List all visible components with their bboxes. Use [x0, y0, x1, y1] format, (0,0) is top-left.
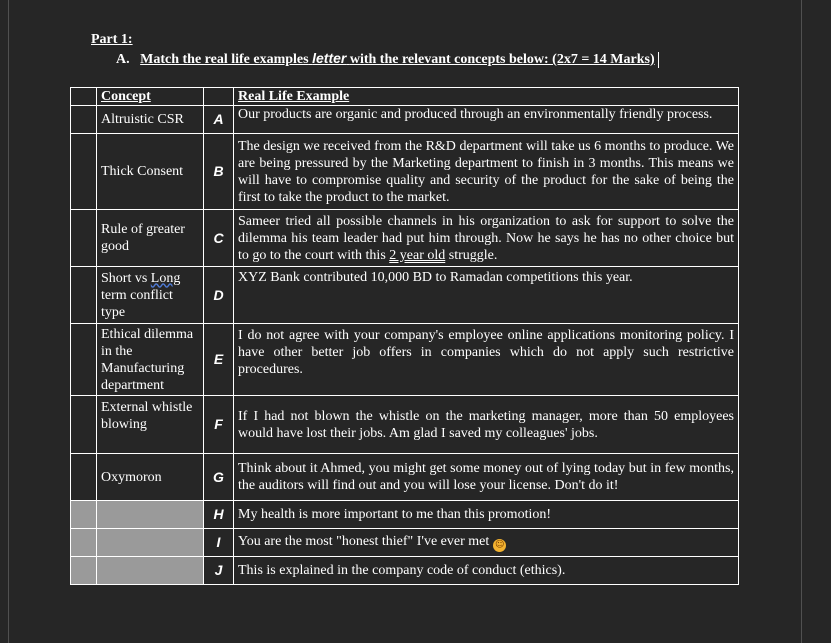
example-cell[interactable]: Sameer tried all possible channels in his organization to ask for support to solve the dilemma his team leader had put him through. Now he says he has no other choice but to go to the court with this 2 year old struggle. — [234, 210, 739, 267]
instruction-prefix: A. — [116, 52, 130, 67]
letter-cell[interactable]: B — [204, 134, 234, 210]
concept-cell[interactable]: External whistle blowing — [97, 396, 204, 454]
example-cell[interactable]: You are the most "honest thief" I've ever met ☺ — [234, 529, 739, 557]
concept-cell[interactable]: Thick Consent — [97, 134, 204, 210]
header-concept[interactable]: Concept — [97, 88, 204, 106]
part-title: Part 1: — [91, 32, 133, 47]
table-cell[interactable] — [71, 88, 97, 106]
letter-cell[interactable]: J — [204, 557, 234, 585]
concept-cell[interactable]: Rule of greater good — [97, 210, 204, 267]
letter-cell[interactable]: E — [204, 324, 234, 396]
letter-cell[interactable]: A — [204, 106, 234, 134]
instruction-part1: Match the real life examples — [140, 52, 309, 67]
example-cell[interactable]: Think about it Ahmed, you might get some money out of lying today but in few months, the auditors will find out and you will lose your license. Don't do it! — [234, 454, 739, 501]
concept-cell[interactable]: Oxymoron — [97, 454, 204, 501]
table-row — [71, 134, 739, 210]
table-row — [71, 529, 739, 557]
table-cell[interactable] — [204, 88, 234, 106]
table-cell[interactable] — [71, 454, 97, 501]
example-cell[interactable]: Our products are organic and produced through an environmentally friendly process. — [234, 106, 739, 134]
shaded-cell[interactable] — [97, 557, 204, 585]
example-cell[interactable]: My health is more important to me than this promotion! — [234, 501, 739, 529]
matching-table — [70, 87, 739, 585]
example-cell[interactable]: XYZ Bank contributed 10,000 BD to Ramadan competitions this year. — [234, 267, 739, 324]
table-row — [71, 557, 739, 585]
example-cell[interactable]: If I had not blown the whistle on the marketing manager, more than 50 employees would have lost their jobs. Am glad I saved my colleagues' jobs. — [234, 396, 739, 454]
letter-cell[interactable]: C — [204, 210, 234, 267]
example-cell[interactable]: This is explained in the company code of conduct (ethics). — [234, 557, 739, 585]
letter-cell[interactable]: D — [204, 267, 234, 324]
shaded-cell[interactable] — [97, 501, 204, 529]
table-row — [71, 267, 739, 324]
instruction-part2: with the relevant concepts below: (2x7 = 14 Marks) — [349, 52, 655, 67]
table-cell[interactable] — [71, 106, 97, 134]
letter-cell[interactable]: I — [204, 529, 234, 557]
shaded-cell[interactable] — [71, 529, 97, 557]
instruction-letter-word: letter — [312, 50, 347, 66]
table-header-row — [71, 88, 739, 106]
table-row — [71, 210, 739, 267]
table-row — [71, 501, 739, 529]
spellcheck-word: Long — [150, 270, 181, 286]
instruction[interactable] — [116, 50, 659, 68]
example-cell[interactable]: The design we received from the R&D department will take us 6 months to produce. We are being pressured by the Marketing department to finish in 3 months. This means we will have to compromise quality and security of the product for the sake of being the first to take the product to the market. — [234, 134, 739, 210]
table-row — [71, 454, 739, 501]
table-cell[interactable] — [71, 267, 97, 324]
table-row — [71, 106, 739, 134]
shaded-cell[interactable] — [97, 529, 204, 557]
header-example[interactable]: Real Life Example — [234, 88, 739, 106]
shaded-cell[interactable] — [71, 557, 97, 585]
concept-cell[interactable]: Short vs Long term conflict type — [97, 267, 204, 324]
table-cell[interactable] — [71, 396, 97, 454]
table-cell[interactable] — [71, 210, 97, 267]
shaded-cell[interactable] — [71, 501, 97, 529]
letter-cell[interactable]: H — [204, 501, 234, 529]
concept-cell[interactable]: Altruistic CSR — [97, 106, 204, 134]
concept-cell[interactable]: Ethical dilemma in the Manufacturing department — [97, 324, 204, 396]
letter-cell[interactable]: G — [204, 454, 234, 501]
table-row — [71, 396, 739, 454]
table-row — [71, 324, 739, 396]
table-cell[interactable] — [71, 324, 97, 396]
letter-cell[interactable]: F — [204, 396, 234, 454]
table-cell[interactable] — [71, 134, 97, 210]
text-cursor — [658, 52, 659, 68]
underlined-phrase: 2 year old — [389, 247, 446, 263]
smiley-icon: ☺ — [495, 540, 505, 550]
example-cell[interactable]: I do not agree with your company's employee online applications monitoring policy. I have other better job offers in companies which do not apply such restrictive procedures. — [234, 324, 739, 396]
